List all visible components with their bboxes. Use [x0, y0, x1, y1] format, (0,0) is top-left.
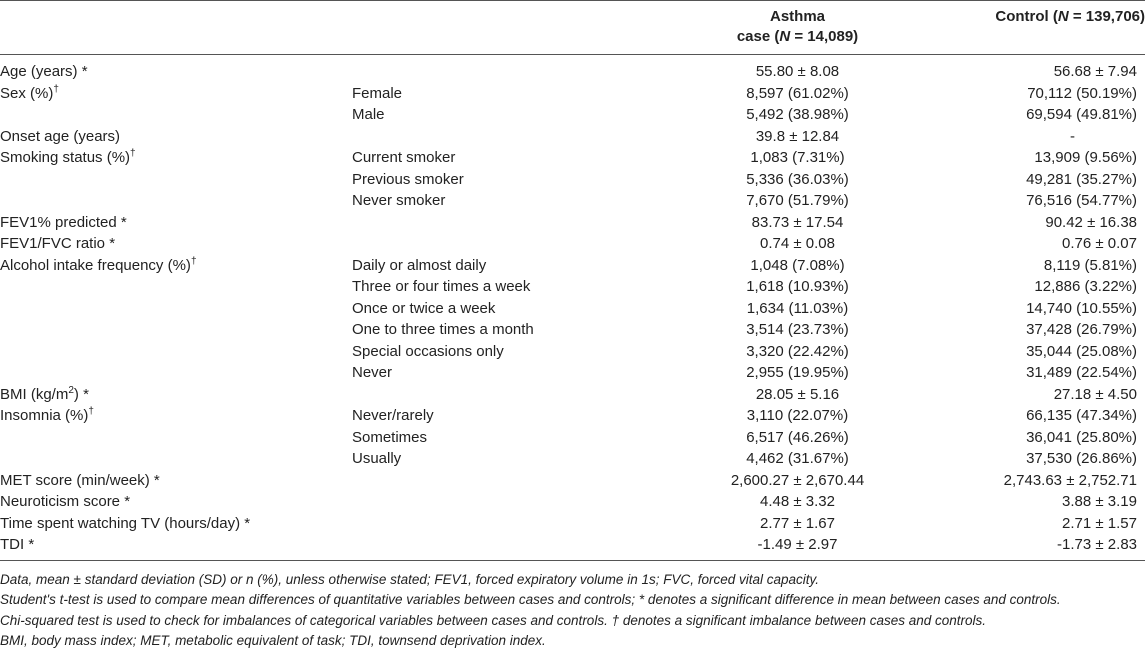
- variable-cell: [0, 212, 352, 234]
- control-value-cell: -1.73 ± 2.83: [1057, 536, 1137, 553]
- category-cell: Usually: [352, 450, 402, 467]
- table-row: [0, 83, 1145, 105]
- table-notes: [0, 570, 1145, 652]
- asthma-value-cell: 8,597 (61.02%): [746, 84, 849, 102]
- control-value-cell: 8,119 (5.81%): [1043, 256, 1137, 274]
- variable-label: Sex (%): [0, 84, 54, 102]
- control-value-cell: 69,594 (49.81%): [1026, 106, 1137, 123]
- control-value-cell: 2,743.63 ± 2,752.71: [1003, 471, 1137, 489]
- variable-label: Age (years) *: [0, 63, 88, 80]
- table-row: [0, 276, 1145, 298]
- asthma-value-cell: 83.73 ± 17.54: [751, 213, 844, 231]
- category-cell: [352, 534, 618, 560]
- asthma-value-cell: 7,670 (51.79%): [746, 192, 849, 209]
- control-value-cell: 66,135 (47.34%): [1026, 407, 1137, 424]
- variable-cell: [0, 276, 352, 298]
- category-cell: [352, 470, 618, 492]
- variable-superscript: †: [190, 255, 197, 267]
- control-value-cell: 76,516 (54.77%): [1026, 192, 1137, 209]
- control-value-cell: 37,530 (26.86%): [1026, 450, 1137, 467]
- header-row: [0, 1, 1145, 55]
- table-row: [0, 255, 1145, 277]
- control-value-cell: 56.68 ± 7.94: [1053, 63, 1137, 80]
- asthma-value-cell: 39.8 ± 12.84: [755, 127, 840, 145]
- table-header: [0, 1, 1145, 55]
- table-row: [0, 104, 1145, 126]
- category-cell: Male: [352, 106, 385, 123]
- asthma-value-cell: -1.49 ± 2.97: [757, 536, 838, 553]
- table-row: [0, 233, 1145, 255]
- table-row: [0, 427, 1145, 449]
- variable-superscript: †: [130, 148, 136, 159]
- variable-cell: [0, 341, 352, 363]
- variable-label: Insomnia (%): [0, 407, 89, 424]
- variable-label: Smoking status (%): [0, 149, 131, 166]
- variable-label: TDI *: [0, 536, 35, 553]
- asthma-value-cell: 3,514 (23.73%): [746, 321, 849, 338]
- category-cell: Female: [352, 84, 403, 102]
- variable-label: Time spent watching TV (hours/day) *: [0, 514, 251, 532]
- variable-cell: [0, 169, 352, 191]
- table-row: [0, 147, 1145, 169]
- header-asthma-n: N: [779, 28, 791, 45]
- asthma-value-cell: 1,048 (7.08%): [750, 256, 845, 274]
- header-empty-1: [0, 1, 352, 55]
- category-cell: [352, 491, 618, 513]
- variable-cell: [0, 55, 352, 83]
- control-value-cell: 31,489 (22.54%): [1026, 364, 1137, 381]
- table-row: [0, 491, 1145, 513]
- table-row: [0, 298, 1145, 320]
- category-cell: [352, 384, 618, 406]
- header-asthma-line1: Asthma: [769, 8, 825, 25]
- variable-cell: [0, 190, 352, 212]
- variable-label: BMI (kg/m: [0, 385, 69, 403]
- control-value-cell: 14,740 (10.55%): [1026, 299, 1137, 317]
- category-cell: Three or four times a week: [352, 278, 531, 295]
- asthma-value-cell: 5,336 (36.03%): [746, 170, 849, 188]
- asthma-value-cell: 3,320 (22.42%): [746, 342, 849, 360]
- table-row: [0, 534, 1145, 560]
- table-row: [0, 448, 1145, 470]
- control-value-cell: 35,044 (25.08%): [1026, 342, 1137, 360]
- variable-cell: [0, 470, 352, 492]
- control-value-cell: 3.88 ± 3.19: [1062, 493, 1137, 510]
- category-cell: Current smoker: [352, 149, 456, 166]
- variable-cell: [0, 448, 352, 470]
- category-cell: Never/rarely: [352, 407, 434, 424]
- variable-superscript: †: [88, 406, 94, 417]
- asthma-value-cell: 55.80 ± 8.08: [755, 63, 840, 80]
- category-cell: Daily or almost daily: [352, 256, 487, 274]
- footnote-line: BMI, body mass index; MET, metabolic equivalent of task; TDI, townsend deprivation index.: [0, 633, 546, 648]
- variable-cell: [0, 384, 352, 406]
- table-row: [0, 362, 1145, 384]
- table-row: [0, 190, 1145, 212]
- category-cell: Special occasions only: [352, 342, 504, 360]
- header-asthma: [618, 1, 912, 55]
- table-row: [0, 319, 1145, 341]
- variable-cell: [0, 319, 352, 341]
- variable-cell: [0, 126, 352, 148]
- header-control-pre: Control (: [995, 8, 1058, 25]
- asthma-value-cell: 0.74 ± 0.08: [760, 235, 835, 252]
- asthma-value-cell: 2,600.27 ± 2,670.44: [730, 471, 865, 489]
- control-value-cell: 70,112 (50.19%): [1027, 84, 1137, 102]
- asthma-value-cell: 2,955 (19.95%): [746, 364, 849, 381]
- table-row: [0, 470, 1145, 492]
- variable-cell: [0, 255, 352, 277]
- variable-cell: [0, 491, 352, 513]
- table-row: [0, 341, 1145, 363]
- control-value-cell: 0.76 ± 0.07: [1062, 235, 1137, 252]
- header-asthma-pre: case (: [736, 28, 780, 45]
- asthma-value-cell: 4.48 ± 3.32: [760, 493, 835, 510]
- variable-cell: [0, 233, 352, 255]
- category-cell: [352, 126, 618, 148]
- category-cell: Never: [352, 364, 393, 381]
- control-value-cell: 13,909 (9.56%): [1034, 149, 1137, 166]
- header-empty-2: [352, 1, 618, 55]
- category-cell: Previous smoker: [352, 170, 464, 188]
- category-cell: [352, 513, 618, 535]
- category-cell: One to three times a month: [352, 321, 534, 338]
- variable-cell: [0, 83, 352, 105]
- control-value-cell: 37,428 (26.79%): [1026, 321, 1137, 338]
- header-control: [912, 1, 1145, 55]
- variable-label-tail: ) *: [73, 385, 89, 403]
- variable-cell: [0, 534, 352, 560]
- variable-label: MET score (min/week) *: [0, 471, 160, 489]
- variable-label: FEV1/FVC ratio *: [0, 235, 116, 252]
- control-value-cell: -: [1070, 127, 1075, 145]
- variable-cell: [0, 147, 352, 169]
- category-cell: [352, 55, 618, 83]
- control-value-cell: 36,041 (25.80%): [1026, 428, 1137, 446]
- variable-label: Neuroticism score *: [0, 493, 131, 510]
- variable-cell: [0, 513, 352, 535]
- category-cell: Once or twice a week: [352, 299, 496, 317]
- table-row: [0, 169, 1145, 191]
- footnote-line: Chi-squared test is used to check for imbalances of categorical variables between cases and controls. † denotes a significant imbalance between cases and controls.: [0, 612, 987, 628]
- variable-cell: [0, 362, 352, 384]
- category-cell: [352, 233, 618, 255]
- variable-superscript: 2: [68, 384, 74, 396]
- asthma-value-cell: 28.05 ± 5.16: [755, 385, 840, 403]
- variable-label: Alcohol intake frequency (%): [0, 256, 191, 274]
- table-row: [0, 405, 1145, 427]
- asthma-value-cell: 4,462 (31.67%): [746, 450, 849, 467]
- asthma-value-cell: 6,517 (46.26%): [746, 428, 849, 446]
- footnote-line: Data, mean ± standard deviation (SD) or n (%), unless otherwise stated; FEV1, forced expiratory volume in 1s; FVC, forced vital capacity.: [0, 571, 820, 587]
- footnote-line: Student's t-test is used to compare mean differences of quantitative variables between cases and controls; * denotes a significant difference in mean between cases and controls.: [0, 592, 1061, 607]
- asthma-value-cell: 1,634 (11.03%): [746, 299, 849, 317]
- control-value-cell: 90.42 ± 16.38: [1045, 213, 1137, 231]
- variable-label: Onset age (years): [0, 127, 121, 145]
- table-row: [0, 513, 1145, 535]
- asthma-value-cell: 1,083 (7.31%): [750, 149, 845, 166]
- header-asthma-post: = 14,089): [790, 28, 859, 45]
- control-value-cell: 2.71 ± 1.57: [1062, 514, 1137, 532]
- asthma-value-cell: 2.77 ± 1.67: [760, 514, 835, 532]
- control-value-cell: 27.18 ± 4.50: [1053, 385, 1137, 403]
- table-row: [0, 384, 1145, 406]
- variable-cell: [0, 427, 352, 449]
- variable-label: FEV1% predicted *: [0, 213, 127, 231]
- table-row: [0, 126, 1145, 148]
- variable-cell: [0, 405, 352, 427]
- table-row: [0, 212, 1145, 234]
- category-cell: Sometimes: [352, 428, 428, 446]
- variable-cell: [0, 104, 352, 126]
- category-cell: Never smoker: [352, 192, 446, 209]
- header-control-post: = 139,706): [1068, 8, 1145, 25]
- control-value-cell: 12,886 (3.22%): [1034, 278, 1137, 295]
- table-row: [0, 55, 1145, 83]
- category-cell: [352, 212, 618, 234]
- header-control-n: N: [1057, 8, 1069, 25]
- asthma-value-cell: 5,492 (38.98%): [746, 106, 849, 123]
- variable-superscript: †: [53, 83, 59, 95]
- variable-cell: [0, 298, 352, 320]
- asthma-value-cell: 1,618 (10.93%): [746, 278, 849, 295]
- asthma-value-cell: 3,110 (22.07%): [746, 407, 849, 424]
- table-body: [0, 55, 1145, 561]
- control-value-cell: 49,281 (35.27%): [1026, 170, 1137, 188]
